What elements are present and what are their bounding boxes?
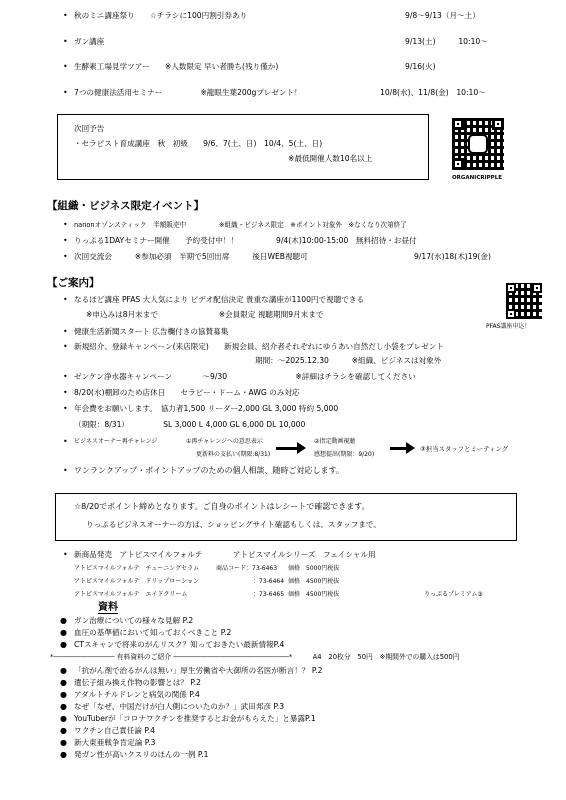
guide-item: 8/20(水)棚卸のため店休日 セラピー・ドーム・AWG のみ対応 <box>74 388 300 397</box>
points-line: りっぷるビジネスオーナーの方は、ショッピングサイト確認もしくは、スタッフまで。 <box>86 520 381 529</box>
paid-item: なぜ「なぜ、中国だけが白人側についたのか？」武田邦彦 P.3 <box>74 702 285 711</box>
bullet: • <box>63 11 68 20</box>
paid-item: アダルトチルドレンと病気の関係 P.4 <box>74 690 200 699</box>
event-text: 7つの健康法活用セミナー ※龍眼生葉200gプレゼント！ <box>74 88 302 97</box>
flow-step: ①再チャレンジへの意思表示 <box>186 438 263 445</box>
flow-step: ②指定動画視聴 <box>314 438 356 445</box>
event-text: ガン講座 <box>74 37 105 46</box>
guide-item: 期間：～2025.12.30 ※組織、ビジネスは対象外 <box>255 356 442 365</box>
bullet-dot: ● <box>60 640 67 649</box>
bullet-dot: ● <box>60 726 67 735</box>
product-headline: 新商品発売 アトピスマイルフォルテ アトピスマイルシリーズ フェイシャル用 <box>74 550 376 559</box>
bullet-dot: ● <box>60 738 67 747</box>
bullet: • <box>63 342 68 351</box>
event-when: 9/16(火) <box>405 62 436 71</box>
guide-item: なるほど講座 PFAS 大人気により ビデオ配信決定 貴重な講座が1100円で視聴できる <box>74 295 365 304</box>
qr-code-icon[interactable] <box>452 118 504 170</box>
qr-label: ORGANICRIPPLE <box>452 175 502 181</box>
bullet: • <box>63 220 68 229</box>
bullet: • <box>63 252 68 261</box>
bullet-dot: ● <box>60 702 67 711</box>
flow-step-sub: 感想提出(期限：9/20) <box>314 451 375 458</box>
guide-rankup: ワンランクアップ・ポイントアップのための個人相談、随時ご対応します。 <box>74 466 344 475</box>
bullet-dot: ● <box>60 666 67 675</box>
bullet: • <box>63 295 68 304</box>
guide-item: 健康生活新聞スタート 広告欄付きの協賛募集 <box>74 327 229 336</box>
paid-item: 「抗がん剤で治るがんは無い」厚生労働省や大御所の名医が断言！？ P.2 <box>74 666 323 675</box>
bullet: • <box>63 62 68 71</box>
flow-lead: ビジネスオーナー再チャレンジ <box>74 438 158 445</box>
event-when: 9/13(土) 10:10～ <box>405 37 488 46</box>
guide-item: ゼンケン浄水器キャンペーン ～9/30 ※詳細はチラシを確認してください <box>74 372 416 381</box>
paid-item: 遺伝子組み換え作物の影響とは？ P.2 <box>74 678 201 687</box>
product-premium: りっぷるプレミアム③ <box>424 591 483 598</box>
arrow-right-icon <box>297 442 306 454</box>
notice-title: 次回予告 <box>74 124 105 133</box>
product-code: ：73-6465 <box>253 591 285 598</box>
arrow-right-icon <box>406 442 415 454</box>
product-code: ：73-6464 <box>253 578 285 585</box>
bullet: • <box>63 388 68 397</box>
business-item: 次回交流会 ※参加必須 半期で5回出席 後日WEB視聴可 <box>74 252 308 261</box>
materials-heading: 資料 <box>98 602 118 613</box>
bullet-dot: ● <box>60 628 67 637</box>
bullet: • <box>63 437 68 446</box>
business-item-when: 9/17(水)18(木)19(金) <box>414 252 491 261</box>
guide-item: 新規紹介、登録キャンペーン(来店限定) 新規会員、紹介者それぞれにゆうあい自然だし小袋をプレゼント <box>74 342 444 351</box>
qr-label: PFAS講座申込！ <box>486 323 531 330</box>
bullet: • <box>63 88 68 97</box>
paid-item: ワクチン自己責任論 P.4 <box>74 726 156 735</box>
qr-code-icon[interactable] <box>506 283 542 319</box>
bullet: • <box>63 236 68 245</box>
paid-line: *――――――――― 有料資料のご紹介 ―――――――――――――――――* A4 20枚分 50円 ※期間外での購入は500円 <box>50 653 460 661</box>
notice-line: ・セラピスト育成講座 秋 初級 9/6、7(土、日) 10/4、5(土、日) <box>74 139 323 148</box>
paid-item: YouTuberが「コロナワクチンを推奨するとお金がもらえた」と暴露P.1 <box>74 714 316 723</box>
bullet: • <box>63 404 68 413</box>
flow-step-sub: 更新料の支払い(期限:8/31) <box>196 451 271 458</box>
arrow-shaft <box>276 447 299 450</box>
bullet: • <box>63 327 68 336</box>
section-heading: 【ご案内】 <box>47 277 100 289</box>
event-text: 秋のミニ講座祭り ☆チラシに100円割引券あり <box>74 11 248 20</box>
bullet-dot: ● <box>60 616 67 625</box>
guide-item: ※申込みは8月末まで ※会員限定 視聴期間9月末まで <box>86 310 324 319</box>
materials-item: ガン治療についての様々な見解 P.2 <box>74 616 194 625</box>
flow-step: ③担当スタッフとミーティング <box>420 445 509 453</box>
paid-item: 発ガン性が高いクスリのほんの一例 P.1 <box>74 750 209 759</box>
materials-item: CTスキャンで将来のがんリスク？知っておきたい最新情報P.4 <box>74 640 285 649</box>
product-name: アトピスマイルフォルテ ドリップローション <box>74 578 199 585</box>
business-item: りっぷる1DAYセミナー開催 予約受付中！！ 9/4(木)10:00-15:00 無料招待・お昼付 <box>74 236 417 245</box>
bullet: • <box>63 372 68 381</box>
section-heading: 【組織・ビジネス限定イベント】 <box>47 200 205 212</box>
event-when: 10/8(水)、11/8(金) 10:10～ <box>380 88 486 97</box>
guide-item: 年会費をお願いします。 協力者1,500 リーダー2,000 GL 3,000 特約 5,000 <box>74 404 339 413</box>
product-price: 価格 4500円税抜 <box>288 578 340 585</box>
bullet-dot: ● <box>60 690 67 699</box>
product-name: アトピスマイルフォルテ エイドクリーム <box>74 591 188 598</box>
bullet: • <box>63 550 68 559</box>
business-item: nanonオゾンスティック 半額販売中 ※組織・ビジネス限定 ※ポイント対象外 ※なくなり次第終了 <box>74 221 407 229</box>
product-price: 価格 5000円税抜 <box>288 565 340 572</box>
materials-item: 血圧の基準値において知っておくべきこと P.2 <box>74 628 232 637</box>
product-code: 商品コード：73-6463 <box>216 565 278 572</box>
event-when: 9/8～9/13（月～土） <box>405 11 480 20</box>
paid-item: 新大東亜戦争肯定論 P.3 <box>74 738 156 747</box>
bullet: • <box>63 466 68 475</box>
bullet-dot: ● <box>60 678 67 687</box>
bullet-dot: ● <box>60 714 67 723</box>
product-name: アトピスマイルフォルテ チューニングセラム <box>74 565 200 572</box>
points-box <box>55 493 517 541</box>
guide-item: （期限：8/31） SL 3,000 L 4,000 GL 6,000 DL 10,000 <box>74 420 306 429</box>
product-price: 価格 4500円税抜 <box>288 591 340 598</box>
event-text: 生酵素工場見学ツアー ※人数限定 早い者勝ち(残り僅か) <box>74 62 279 71</box>
instagram-icon <box>468 134 488 154</box>
bullet-dot: ● <box>60 750 67 759</box>
points-line: ☆8/20でポイント締めとなります。ご自身のポイントはレシートで確認できます。 <box>74 502 370 511</box>
bullet: • <box>63 37 68 46</box>
notice-min: ※最低開催人数10名以上 <box>288 154 373 163</box>
